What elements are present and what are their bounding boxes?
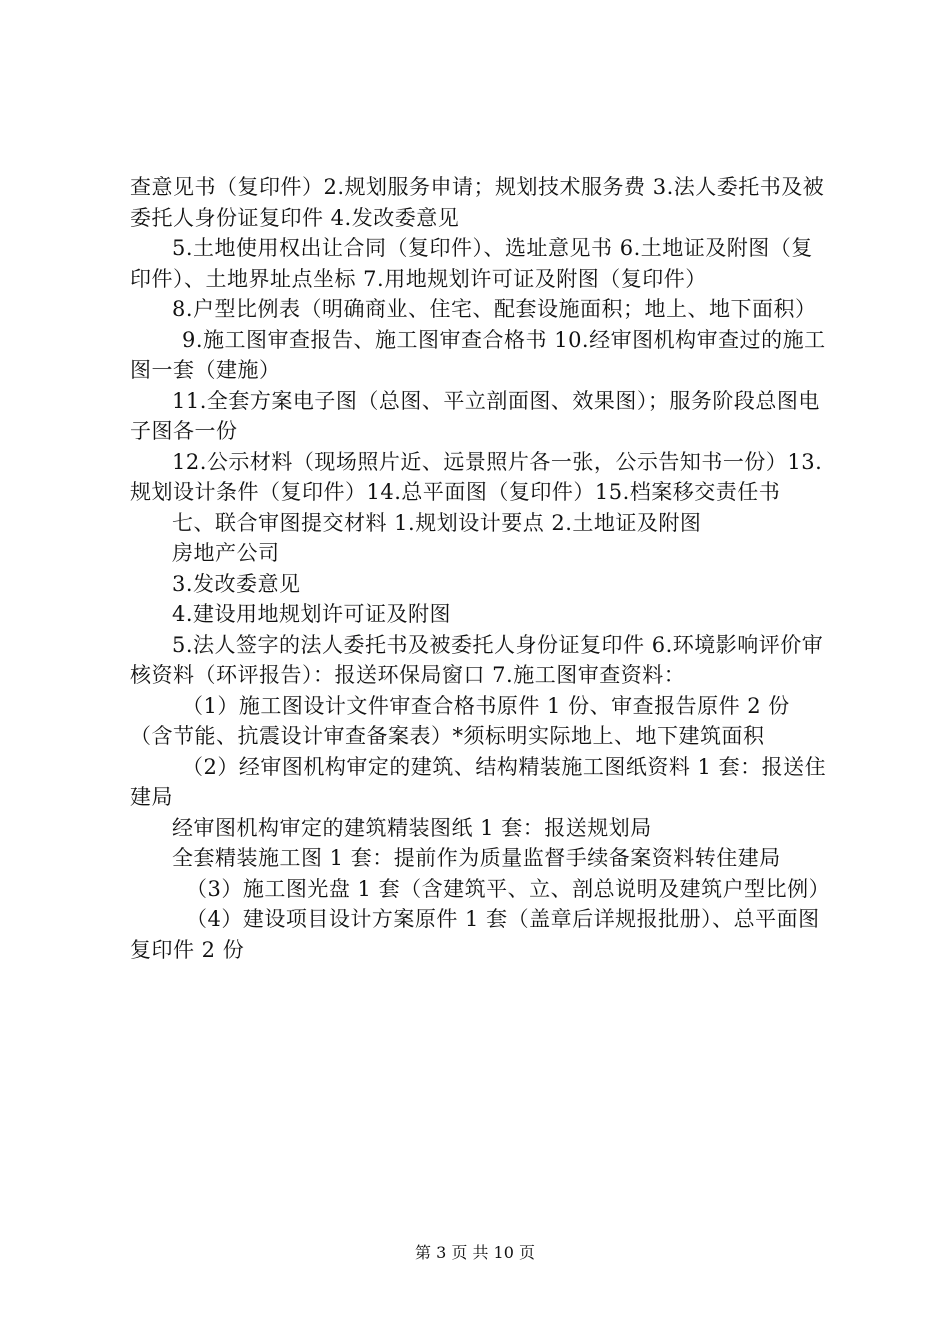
paragraph-10: 4.建设用地规划许可证及附图 <box>172 602 452 626</box>
paragraph-17: （4）建设项目设计方案原件 1 套（盖章后详规报批册）、总平面图复印件 2 份 <box>130 907 820 962</box>
paragraph-14: 经审图机构审定的建筑精装图纸 1 套：报送规划局 <box>172 815 652 840</box>
paragraph-6: 12.公示材料（现场照片近、远景照片各一张，公示告知书一份）13.规划设计条件（复印件）14.总平面图（复印件）15.档案移交责任书 <box>130 449 823 504</box>
page-footer: 第 3 页 共 10 页 <box>415 1243 535 1262</box>
paragraph-3: 8.户型比例表（明确商业、住宅、配套设施面积；地上、地下面积） <box>172 297 817 321</box>
paragraph-5: 11.全套方案电子图（总图、平立剖面图、效果图）；服务阶段总图电子图各一份 <box>130 388 820 443</box>
paragraph-7: 七、联合审图提交材料 1.规划设计要点 2.土地证及附图 <box>172 510 702 535</box>
document-body <box>130 172 830 965</box>
paragraph-12: （1）施工图设计文件审查合格书原件 1 份、审查报告原件 2 份（含节能、抗震设计审查备案表）*须标明实际地上、地下建筑面积 <box>130 693 790 748</box>
paragraph-4: 9.施工图审查报告、施工图审查合格书 10.经审图机构审查过的施工图一套（建施） <box>130 327 826 382</box>
paragraph-9: 3.发改委意见 <box>172 571 301 596</box>
paragraph-1: 查意见书（复印件）2.规划服务申请；规划技术服务费 3.法人委托书及被委托人身份证复印件 4.发改委意见 <box>130 175 825 230</box>
paragraph-8: 房地产公司 <box>172 541 280 565</box>
paragraph-11: 5.法人签字的法人委托书及被委托人身份证复印件 6.环境影响评价审核资料（环评报告）：报送环保局窗口 7.施工图审查资料： <box>130 632 824 687</box>
paragraph-16: （3）施工图光盘 1 套（含建筑平、立、剖总说明及建筑户型比例） <box>186 876 831 901</box>
paragraph-2: 5.土地使用权出让合同（复印件）、选址意见书 6.土地证及附图（复印件）、土地界址点坐标 7.用地规划许可证及附图（复印件） <box>130 236 813 291</box>
paragraph-13: （2）经审图机构审定的建筑、结构精装施工图纸资料 1 套：报送住建局 <box>130 754 827 809</box>
paragraph-15: 全套精装施工图 1 套：提前作为质量监督手续备案资料转住建局 <box>172 846 781 870</box>
